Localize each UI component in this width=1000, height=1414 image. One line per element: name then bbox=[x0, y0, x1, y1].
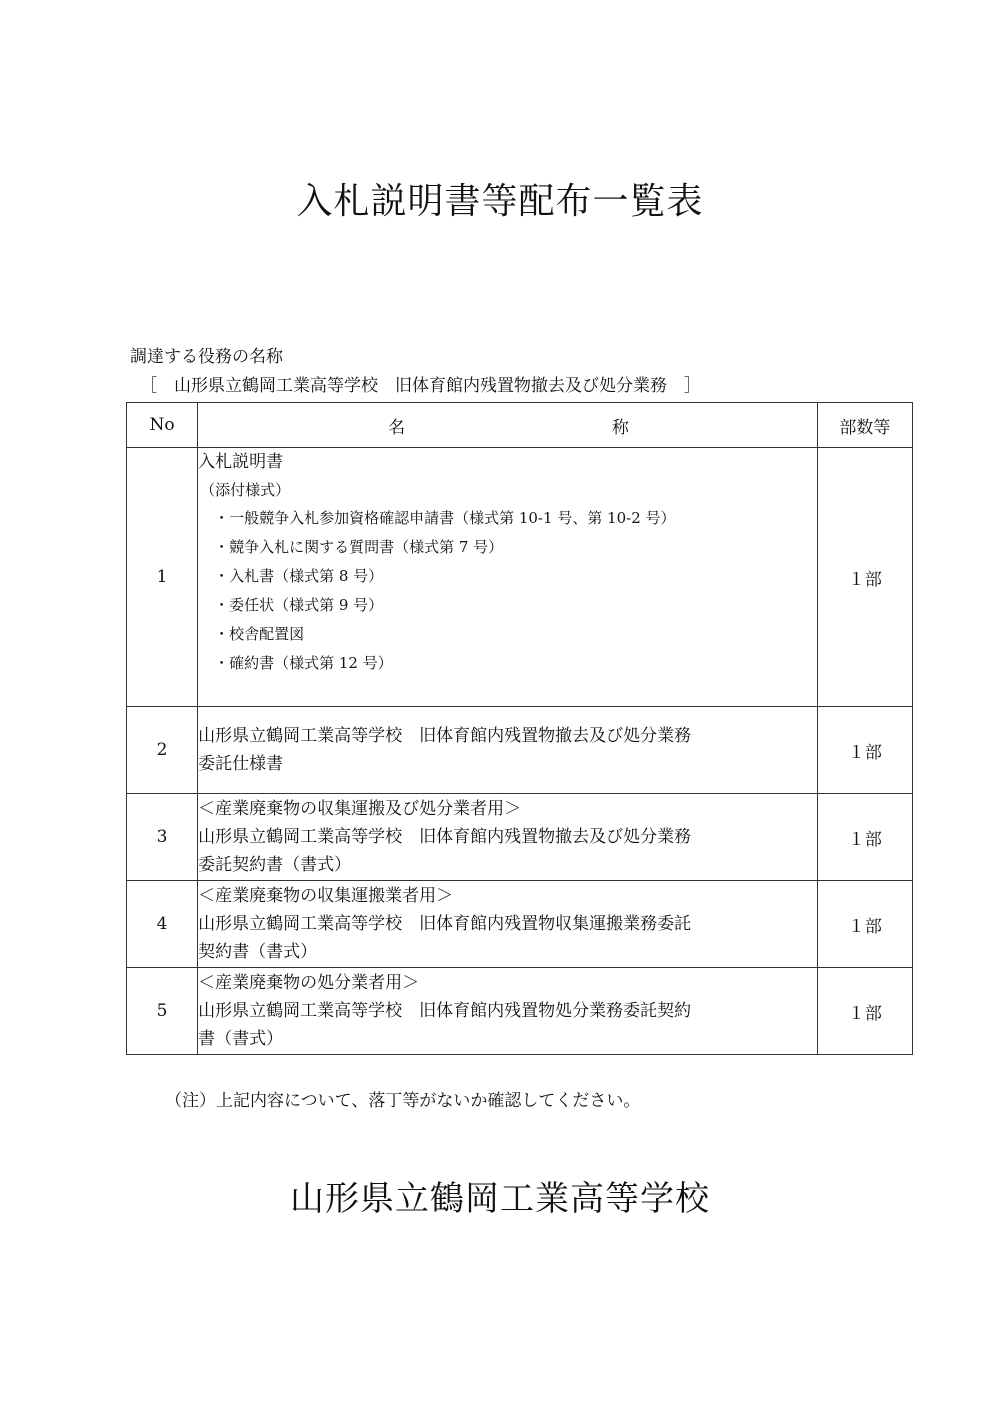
row-name-line: 書（書式） bbox=[198, 1029, 284, 1049]
attachment-item: ・競争入札に関する質問書（様式第 7 号） bbox=[214, 538, 504, 556]
row-name bbox=[198, 448, 818, 707]
table-row bbox=[127, 881, 913, 968]
header-count: 部数等 bbox=[817, 403, 912, 448]
distribution-table bbox=[126, 402, 913, 1055]
attachment-item: ・確約書（様式第 12 号） bbox=[214, 654, 393, 672]
attachment-item: ・入札書（様式第 8 号） bbox=[214, 567, 384, 585]
attachment-label: （添付様式） bbox=[200, 481, 291, 499]
note-text: （注）上記内容について、落丁等がないか確認してください。 bbox=[165, 1091, 641, 1111]
table-row bbox=[127, 448, 913, 707]
row-number: 4 bbox=[127, 881, 198, 968]
header-name bbox=[198, 403, 818, 448]
table-header-row bbox=[127, 403, 913, 448]
table-row bbox=[127, 968, 913, 1055]
table-row bbox=[127, 794, 913, 881]
row-count: １部 bbox=[817, 968, 912, 1055]
row-number: 3 bbox=[127, 794, 198, 881]
row-number: 1 bbox=[127, 448, 198, 707]
procurement-name: ［ 山形県立鶴岡工業高等学校 旧体育館内残置物撤去及び処分業務 ］ bbox=[140, 376, 701, 396]
header-name-part2: 称 bbox=[611, 417, 629, 438]
row-name-line: 山形県立鶴岡工業高等学校 旧体育館内残置物収集運搬業務委託 bbox=[198, 914, 692, 934]
row-name-line: 山形県立鶴岡工業高等学校 旧体育館内残置物処分業務委託契約 bbox=[198, 1001, 692, 1021]
row-count: １部 bbox=[817, 448, 912, 707]
row-name-line: 委託仕様書 bbox=[198, 754, 284, 774]
row-name-line: ＜産業廃棄物の収集運搬業者用＞ bbox=[198, 886, 454, 906]
row-name bbox=[198, 881, 818, 968]
document-title: 入札説明書等配布一覧表 bbox=[296, 181, 704, 222]
row-name bbox=[198, 968, 818, 1055]
row-name-line: 山形県立鶴岡工業高等学校 旧体育館内残置物撤去及び処分業務 bbox=[198, 726, 692, 746]
row-doc-title: 入札説明書 bbox=[198, 452, 284, 472]
attachment-item: ・委任状（様式第 9 号） bbox=[214, 596, 384, 614]
row-number: 2 bbox=[127, 707, 198, 794]
row-count: １部 bbox=[817, 881, 912, 968]
attachment-item: ・校舎配置図 bbox=[214, 625, 305, 643]
row-name-line: 委託契約書（書式） bbox=[198, 855, 352, 875]
row-count: １部 bbox=[817, 707, 912, 794]
procurement-label: 調達する役務の名称 bbox=[130, 347, 283, 367]
row-count: １部 bbox=[817, 794, 912, 881]
school-name: 山形県立鶴岡工業高等学校 bbox=[290, 1179, 710, 1219]
row-name-line: ＜産業廃棄物の収集運搬及び処分業者用＞ bbox=[198, 799, 522, 819]
row-name bbox=[198, 707, 818, 794]
header-name-part1: 名 bbox=[388, 417, 406, 438]
attachment-item: ・一般競争入札参加資格確認申請書（様式第 10-1 号、第 10-2 号） bbox=[214, 509, 676, 527]
header-no: No bbox=[127, 403, 198, 448]
row-name bbox=[198, 794, 818, 881]
row-name-line: ＜産業廃棄物の処分業者用＞ bbox=[198, 973, 420, 993]
row-name-line: 山形県立鶴岡工業高等学校 旧体育館内残置物撤去及び処分業務 bbox=[198, 827, 692, 847]
row-name-line: 契約書（書式） bbox=[198, 942, 318, 962]
row-number: 5 bbox=[127, 968, 198, 1055]
table-row bbox=[127, 707, 913, 794]
